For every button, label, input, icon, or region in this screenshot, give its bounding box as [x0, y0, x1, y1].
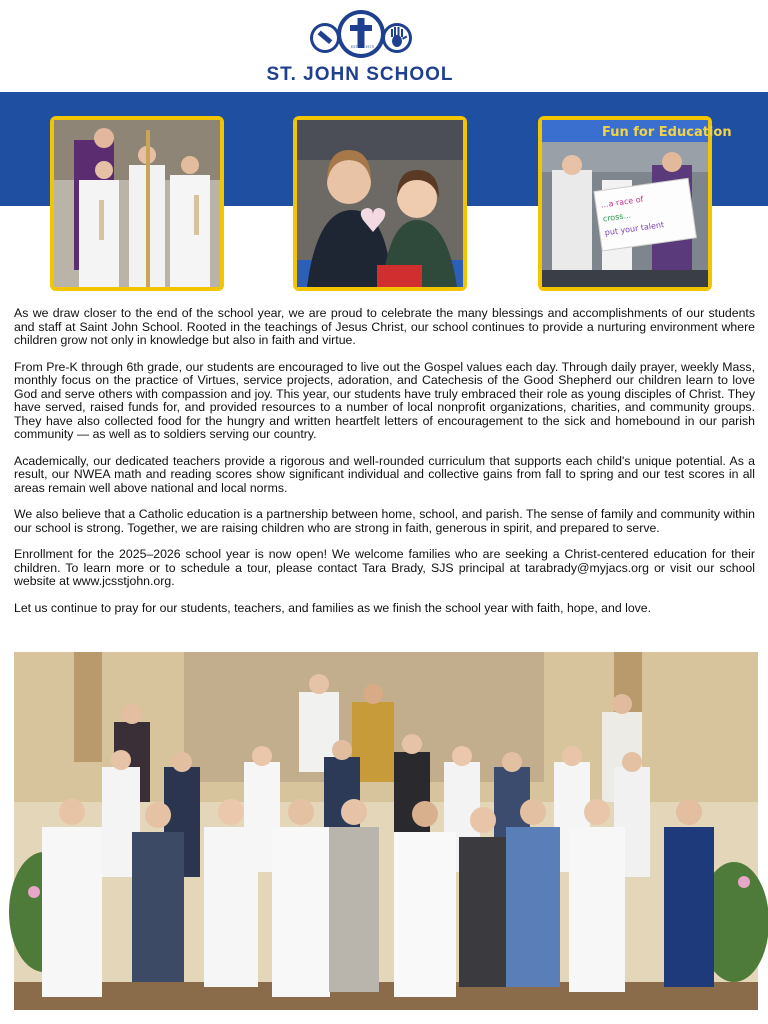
svg-text:Fun for Education: Fun for Education [602, 125, 732, 140]
pencil-icon [310, 23, 340, 53]
first-communion-class-photo [14, 652, 758, 1010]
paragraph-intro: As we draw closer to the end of the school year, we are proud to celebrate the many blessings and accomplishments of our students and staff at Saint John School. Rooted in the teachings of Jesus Christ, our school continues to provide a nurturing environment where children grow not only in knowledge but also in faith and virtue. [14, 306, 755, 347]
paragraph-academics: Academically, our dedicated teachers provide a rigorous and well-rounded curriculum that supports each child's unique potential. As a result, our NWEA math and reading scores show significant individual and collective gains from fall to spring and our test scores in all areas remain well above national and local norms. [14, 453, 755, 495]
paragraph-partnership: We also believe that a Catholic education is a partnership between home, school, and parish. The sense of family and community within our school is strong. Together, we are raising children who are strong in faith, generous in spirit, and prepared to serve. [14, 507, 755, 535]
school-name: ST. JOHN SCHOOL [266, 64, 454, 85]
svg-text:EST.: EST. [351, 45, 359, 49]
svg-text:cross...: cross... [602, 210, 632, 224]
svg-text:put your talent: put your talent [604, 220, 665, 238]
cross-icon [337, 10, 385, 58]
class-photo-image [14, 652, 758, 1010]
letter-body [14, 307, 755, 628]
svg-text:...a race of: ...a race of [600, 194, 644, 210]
header [0, 0, 768, 92]
photo-girls-with-heart [293, 116, 467, 291]
photo-students-with-banner [538, 116, 732, 291]
paragraph-enrollment: Enrollment for the 2025–2026 school year is now open! We welcome families who are seeking a Christ-centered education for their children. To learn more or to schedule a tour, please contact Tara Brady, SJS principal at tarabrady@myjacs.org or visit our school website at www.jcsstjohn.org. [14, 547, 755, 588]
paragraph-closing: Let us continue to pray for our students, teachers, and families as we finish the school year with faith, hope, and love. [14, 600, 652, 615]
school-logo [309, 8, 413, 60]
svg-text:1973: 1973 [365, 45, 374, 49]
paragraph-faith: From Pre-K through 6th grade, our students are encouraged to live out the Gospel values each day. Through daily prayer, weekly Mass, monthly focus on the practice of Virtues, service projects, adoration, and Catechesis of the Good Shepherd our children learn to love God and serve others with compassion and joy. This year, our students have truly embraced their role as young disciples of Christ. They have served, raised funds for, and provided resources to a number of local nonprofit organizations, charities, and community groups. They have also collected food for the hungry and written heartfelt letters of encouragement to the sick and homebound in our parish community — as well as to soldiers serving our country. [14, 359, 755, 441]
handprint-icon [382, 23, 412, 53]
photo-first-communion-procession [50, 116, 224, 291]
